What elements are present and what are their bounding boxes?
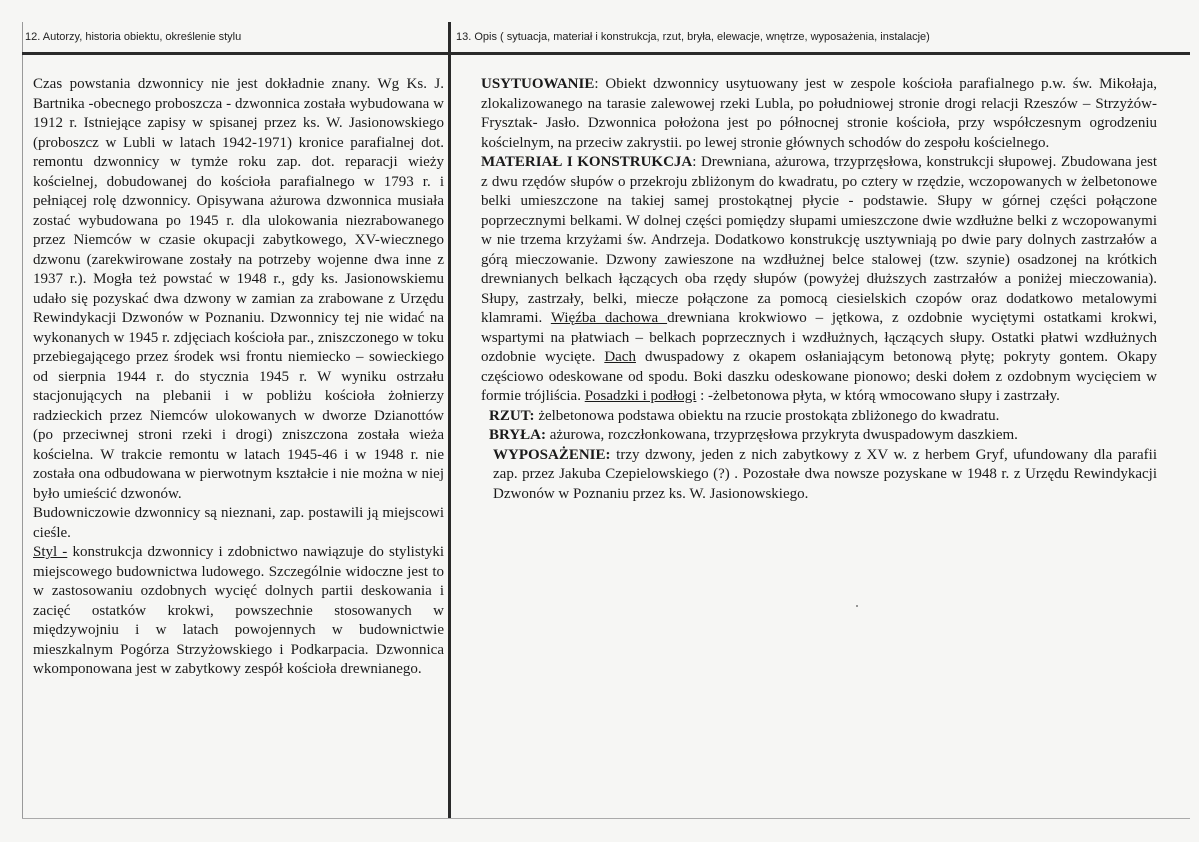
mass-text: ażurowa, rozczłonkowana, trzyprzęsłowa przykryta dwuspadowym daszkiem. <box>545 427 1018 443</box>
cover-text: dwuspadowy z okapem osłaniającym betonową płytę; pokryty gontem. Okapy częściowo odeskowane od spodu. Boki daszku odeskowane pionowo; deski dołem z ozdobnym wycięciem w formie trójliścia. <box>481 349 1157 404</box>
scan-speck <box>856 605 858 607</box>
left-frame-line <box>22 22 23 819</box>
equipment-paragraph <box>481 446 1157 505</box>
equipment-text: trzy dzwony, jeden z nich zabytkowy z XV w. z herbem Gryf, ufundowany dla parafii zap. przez Jakuba Czepielowskiego (?) . Pozostałe dwa nowsze pozyskane w 1948 r. z Urzędu Rewindykacji Dzwonów w Poznaniu przez ks. W. Jasionowskiego. <box>493 446 1157 502</box>
roof-label: Więźba dachowa <box>550 310 668 326</box>
location-paragraph <box>481 75 1157 153</box>
location-label: USYTUOWANIE <box>481 76 595 92</box>
style-paragraph <box>33 543 444 680</box>
roof-text: drewniana krokwiowo – jętkowa, z ozdobnie wyciętymi ostatkami krokwi, wspartymi na płatwiach – belkach poprzecznych i wzdłużnych, łączących słupy. Ostatki płatwi wzdłużnych ozdobnie wycięte. <box>481 310 1157 365</box>
plan-label: RZUT: <box>489 407 535 424</box>
plan-paragraph <box>481 407 1157 427</box>
description-column <box>481 75 1157 504</box>
material-text: : Drewniana, ażurowa, trzyprzęsłowa, konstrukcji słupowej. Zbudowana jest z dwu rzędów słupów o przekroju zbliżonym do kwadratu, po cztery w rzędzie, wczopowanych w żelbetonowe belki umieszczone na takiej samej prostokątnej płycie - podstawie. Słupy w górnej części połączone poprzecznymi belkami. W dolnej części pomiędzy słupami umieszczone dwie wzdłużne belki z wczopowanymi w nie trzema krzyżami św. Andrzeja. Dodatkowo konstrukcję usztywniają po dwie pary dolnych zastrzałów a górą mieczowanie. Dzwony zawieszone na wzdłużnej belce stalowej (tzw. szynie) osadzonej na krótkich drewnianych belkach łączących oba rzędy słupów (powyżej dłuższych zastrzałów a poniżej mieczowania). Słupy, zastrzały, belki, miecze połączone za pomocą ciesielskich czopów oraz dodatkowo metalowymi klamrami. <box>481 154 1157 326</box>
header-rule <box>22 52 1190 55</box>
mass-label: BRYŁA: <box>489 427 546 443</box>
plan-text: żelbetonowa podstawa obiektu na rzucie prostokąta zbliżonego do kwadratu. <box>534 407 1000 424</box>
history-column <box>33 75 444 680</box>
section-12-header: 12. Autorzy, historia obiektu, określenie stylu <box>25 31 242 43</box>
equipment-label: WYPOSAŻENIE: <box>493 446 611 463</box>
floor-label: Posadzki i podłogi <box>584 388 697 404</box>
style-label: Styl - <box>33 544 68 560</box>
material-label: MATERIAŁ I KONSTRUKCJA <box>481 154 693 170</box>
floor-text: : -żelbetonowa płyta, w którą wmocowano słupy i zastrzały. <box>696 388 1060 404</box>
style-text: konstrukcja dzwonnicy i zdobnictwo nawiązuje do stylistyki miejscowego budownictwa ludowego. Szczególnie widoczne jest to w zastosowaniu ozdobnych wycięć dolnych partii deskowania i zacięć ostatków krokwi, powszechnie stosowanych w międzywojniu i w latach powojennych w budownictwie mieszkalnym Pogórza Strzyżowskiego i Podkarpacia. Dzwonnica wkomponowana jest w zabytkowy zespół kościoła drewnianego. <box>33 544 444 677</box>
history-paragraph: Czas powstania dzwonnicy nie jest dokładnie znany. Wg Ks. J. Bartnika -obecnego proboszcza - dzwonnica została wybudowana w 1912 r. Istniejące zapisy w spisanej przez ks. W. Jasionowskiego (proboszcz w Lubli w latach 1942-1971) kronice parafialnej dot. remontu dzwonnicy w tymże roku zap. dot. reparacji wieży kościelnej, dobudowanej do kościoła parafialnego w 1793 r. i pełniącej rolę dzwonnicy. Opisywana ażurowa dzwonnica musiała zostać wybudowana po 1945 r. dla ulokowania niezrabowanego przez Niemców w czasie okupacji zabytkowego, XV-wiecznego dzwonu (zarekwirowane zostały na potrzeby wojenne dwa inne z 1937 r.). Mogła też powstać w 1948 r., gdy ks. Jasionowskiemu udało się pozyskać dwa dzwony w zamian za zrabowane z Urzędu Rewindykacji Dzwonów w Poznaniu. Dzwonnicy tej nie widać na wykonanych w 1945 r. zdjęciach kościoła par., zniszczonego w toku przebiegającego przez środek wsi frontu niemiecko – sowieckiego od sierpnia 1944 r. do stycznia 1945 r. W wyniku ostrzału stacjonujących na plebanii i w pobliżu kościoła żołnierzy radzieckich przez Niemców ulokowanych w dworze Dzianottów (po przeciwnej stroni rzeki i drogi) zniszczona została wieża kościelna. W trakcie remontu w latach 1945-46 i w 1948 r. nie została ona odbudowana w pierwotnym kształcie i nie można w niej było umieścić dzwonów. <box>33 76 444 502</box>
material-paragraph <box>481 153 1157 407</box>
location-text: : Obiekt dzwonnicy usytuowany jest w zespole kościoła parafialnego p.w. św. Mikołaja, zlokalizowanego na tarasie zalewowej rzeki Lubla, po południowej stronie drogi relacji Rzeszów – Strzyżów- Frysztak- Jasło. Dzwonnica położona jest po północnej stronie kościoła, przy współczesnym ogrodzeniu kościelnym, na przeciw zakrystii. po lewej stronie głównych schodów do zespołu kościelnego. <box>481 76 1157 151</box>
mass-paragraph <box>481 426 1157 446</box>
column-divider <box>448 22 451 819</box>
bottom-frame-line <box>22 818 1190 819</box>
section-13-header: 13. Opis ( sytuacja, materiał i konstrukcja, rzut, bryła, elewacje, wnętrze, wyposażenia, instalacje) <box>456 31 930 43</box>
cover-label: Dach <box>604 349 636 365</box>
builders-paragraph: Budowniczowie dzwonnicy są nieznani, zap. postawili ją miejscowi cieśle. <box>33 505 444 541</box>
